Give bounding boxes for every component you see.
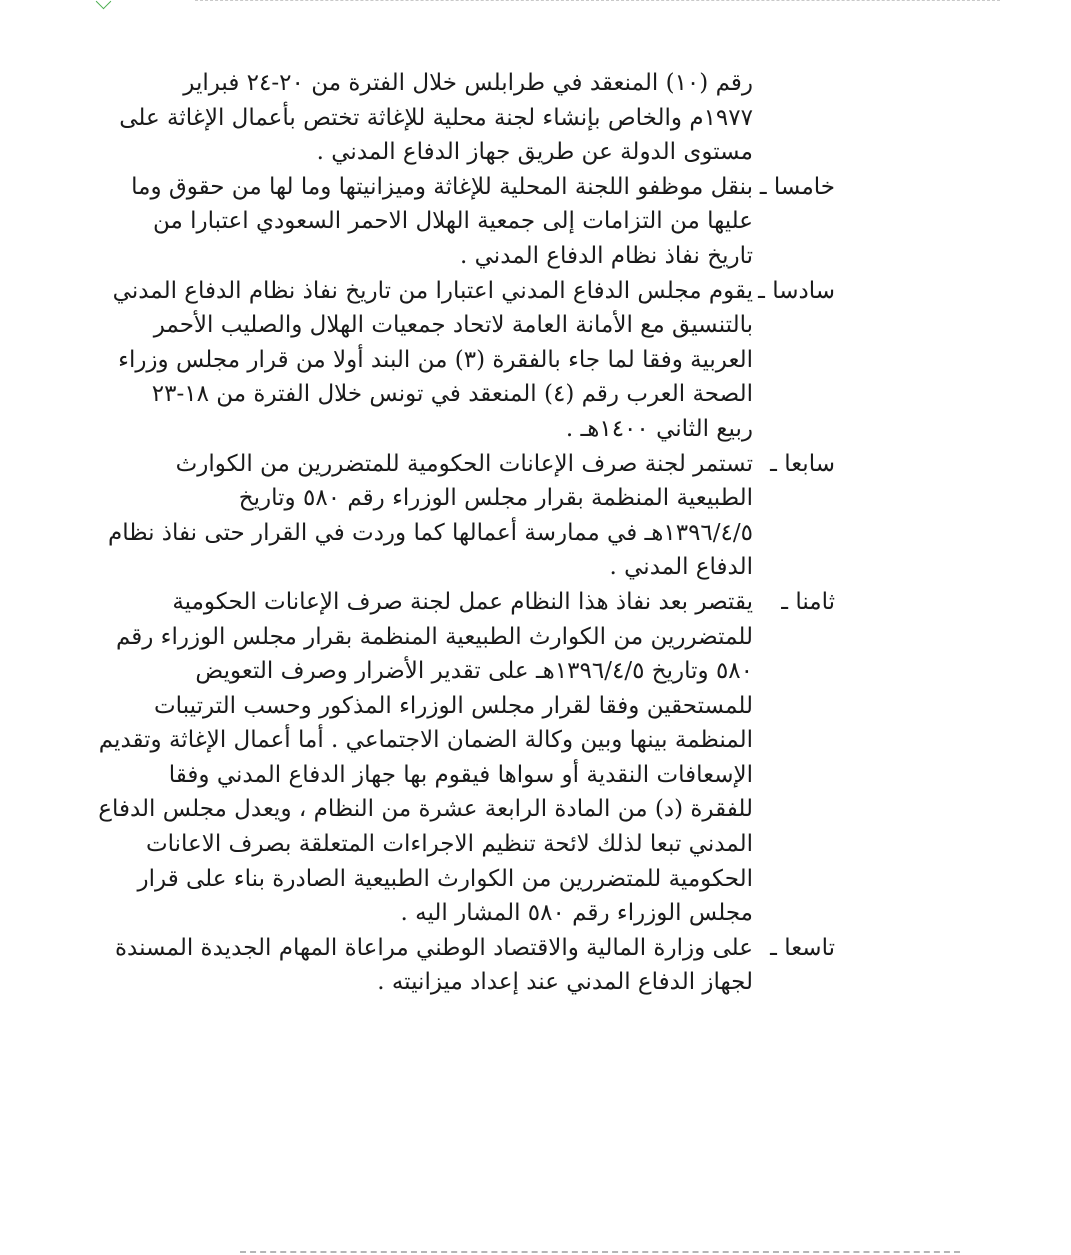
text-line: مستوى الدولة عن طريق جهاز الدفاع المدني . bbox=[316, 139, 753, 166]
text-line: الصحة العرب رقم (٤) المنعقد في تونس خلال الفترة من ١٨-٢٣ bbox=[151, 381, 753, 408]
text-line: بالتنسيق مع الأمانة العامة لاتحاد جمعيات الهلال والصليب الأحمر bbox=[153, 312, 753, 339]
text-line: الطبيعية المنظمة بقرار مجلس الوزراء رقم ٥٨٠ وتاريخ bbox=[238, 485, 753, 512]
text-line: للفقرة (د) من المادة الرابعة عشرة من النظام ، ويعدل مجلس الدفاع bbox=[98, 796, 753, 823]
clause-body bbox=[131, 170, 753, 274]
text-line: لجهاز الدفاع المدني عند إعداد ميزانيته . bbox=[377, 969, 753, 996]
clause-label: خامسا ـ bbox=[759, 173, 835, 200]
clause-ninth bbox=[114, 931, 835, 1000]
text-line: يقوم مجلس الدفاع المدني اعتبارا من تاريخ نفاذ نظام الدفاع المدني bbox=[112, 277, 753, 304]
clause-eighth bbox=[98, 585, 835, 931]
clause-seventh bbox=[107, 447, 835, 585]
clause-label: تاسعا ـ bbox=[770, 934, 835, 961]
document-body bbox=[98, 66, 835, 1000]
text-line: المدني تبعا لذلك لائحة تنظيم الاجراءات المتعلقة بصرف الاعانات bbox=[145, 831, 753, 858]
text-line: ربيع الثاني ١٤٠٠هـ . bbox=[565, 415, 753, 442]
clause-label: ثامنا ـ bbox=[781, 588, 835, 615]
clause-body bbox=[98, 585, 753, 931]
text-line: عليها من التزامات إلى جمعية الهلال الاحمر السعودي اعتبارا من bbox=[153, 208, 753, 235]
text-line: تاريخ نفاذ نظام الدفاع المدني . bbox=[460, 242, 753, 269]
text-line: الدفاع المدني . bbox=[609, 554, 753, 581]
text-line: المنظمة بينها وبين وكالة الضمان الاجتماعي . أما أعمال الإغاثة وتقديم bbox=[98, 727, 753, 754]
scan-corner-mark bbox=[96, 0, 112, 9]
bottom-edge-line bbox=[240, 1251, 960, 1253]
clause-body bbox=[115, 931, 753, 1000]
text-line: ٥٨٠ وتاريخ ١٣٩٦/٤/٥هـ على تقدير الأضرار وصرف التعويض bbox=[195, 658, 753, 685]
intro-paragraph bbox=[119, 66, 835, 170]
text-line: يقتصر بعد نفاذ هذا النظام عمل لجنة صرف الإعانات الحكومية bbox=[172, 588, 753, 615]
clause-body bbox=[108, 447, 753, 585]
text-line: الإسعافات النقدية أو سواها فيقوم بها جهاز الدفاع المدني وفقا bbox=[168, 761, 753, 788]
text-line: رقم (١٠) المنعقد في طرابلس خلال الفترة من ٢٠-٢٤ فبراير bbox=[183, 70, 753, 96]
text-line: للمستحقين وفقا لقرار مجلس الوزراء المذكور وحسب الترتيبات bbox=[154, 692, 753, 719]
clause-body bbox=[113, 274, 753, 447]
text-line: مجلس الوزراء رقم ٥٨٠ المشار اليه . bbox=[400, 900, 753, 927]
clause-label: سادسا ـ bbox=[758, 277, 835, 304]
text-line: العربية وفقا لما جاء بالفقرة (٣) من البند أولا من قرار مجلس وزراء bbox=[118, 346, 753, 373]
text-line: تستمر لجنة صرف الإعانات الحكومية للمتضررين من الكوارث bbox=[175, 450, 753, 477]
text-line: ١٣٩٦/٤/٥هـ في ممارسة أعمالها كما وردت في القرار حتى نفاذ نظام bbox=[107, 519, 753, 546]
text-line: الحكومية للمتضررين من الكوارث الطبيعية الصادرة بناء على قرار bbox=[137, 865, 753, 892]
text-line: ١٩٧٧م والخاص بإنشاء لجنة محلية للإغاثة تختص بأعمال الإغاثة على bbox=[119, 104, 753, 131]
text-line: بنقل موظفو اللجنة المحلية للإغاثة وميزانيتها وما لها من حقوق وما bbox=[131, 173, 753, 200]
text-line: للمتضررين من الكوارث الطبيعية المنظمة بقرار مجلس الوزراء رقم bbox=[115, 623, 753, 650]
top-edge-line bbox=[195, 0, 1000, 1]
clause-sixth bbox=[112, 274, 835, 447]
clause-fifth bbox=[131, 170, 835, 274]
clause-label: سابعا ـ bbox=[770, 450, 835, 477]
text-line: على وزارة المالية والاقتصاد الوطني مراعاة المهام الجديدة المسندة bbox=[114, 934, 753, 961]
